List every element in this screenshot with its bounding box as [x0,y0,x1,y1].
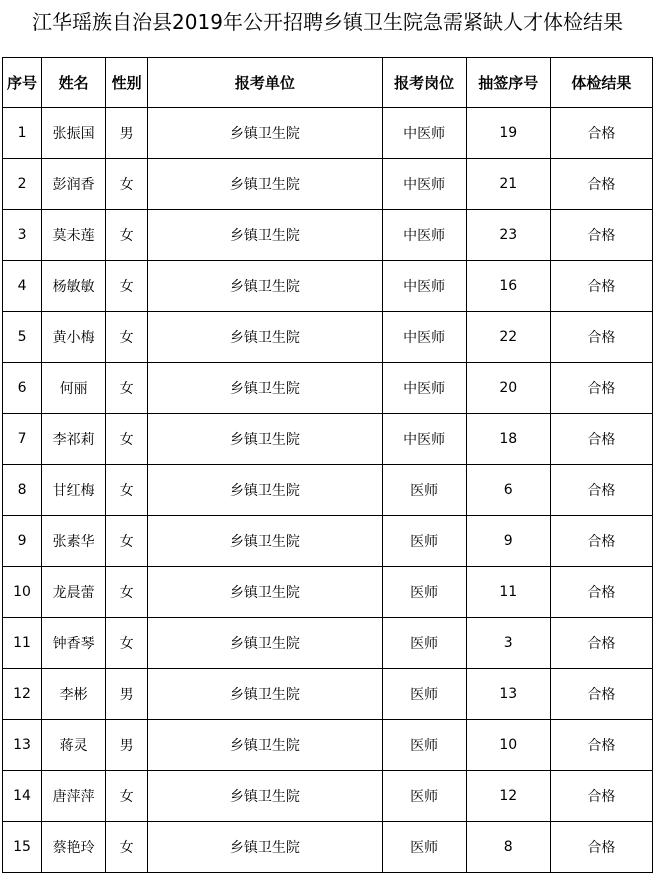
cell-draw: 9 [466,516,550,567]
cell-unit: 乡镇卫生院 [148,159,382,210]
cell-unit: 乡镇卫生院 [148,414,382,465]
cell-draw: 16 [466,261,550,312]
cell-name: 何丽 [42,363,106,414]
header-draw: 抽签序号 [466,58,550,108]
cell-result: 合格 [550,414,652,465]
cell-result: 合格 [550,210,652,261]
cell-gender: 女 [106,822,148,873]
cell-post: 中医师 [382,414,466,465]
cell-post: 中医师 [382,210,466,261]
cell-draw: 13 [466,669,550,720]
cell-seq: 6 [3,363,42,414]
cell-seq: 14 [3,771,42,822]
cell-result: 合格 [550,669,652,720]
cell-result: 合格 [550,108,652,159]
cell-draw: 11 [466,567,550,618]
cell-unit: 乡镇卫生院 [148,465,382,516]
cell-result: 合格 [550,261,652,312]
cell-gender: 女 [106,465,148,516]
cell-post: 医师 [382,771,466,822]
cell-result: 合格 [550,771,652,822]
table-row [3,516,653,567]
cell-draw: 19 [466,108,550,159]
header-seq: 序号 [3,58,42,108]
cell-unit: 乡镇卫生院 [148,108,382,159]
cell-gender: 女 [106,312,148,363]
table-row [3,363,653,414]
table-row [3,108,653,159]
cell-post: 中医师 [382,363,466,414]
cell-seq: 4 [3,261,42,312]
cell-seq: 5 [3,312,42,363]
cell-name: 蔡艳玲 [42,822,106,873]
table-row [3,261,653,312]
table-row [3,720,653,771]
cell-gender: 男 [106,108,148,159]
cell-gender: 女 [106,363,148,414]
table-row [3,618,653,669]
cell-unit: 乡镇卫生院 [148,822,382,873]
cell-post: 中医师 [382,261,466,312]
cell-result: 合格 [550,822,652,873]
cell-result: 合格 [550,465,652,516]
cell-result: 合格 [550,720,652,771]
page-title: 江华瑶族自治县2019年公开招聘乡镇卫生院急需紧缺人才体检结果 [32,10,623,34]
cell-seq: 10 [3,567,42,618]
table-row [3,465,653,516]
cell-post: 医师 [382,618,466,669]
cell-unit: 乡镇卫生院 [148,210,382,261]
cell-gender: 女 [106,567,148,618]
cell-draw: 23 [466,210,550,261]
cell-name: 张素华 [42,516,106,567]
cell-draw: 18 [466,414,550,465]
cell-name: 蒋灵 [42,720,106,771]
cell-draw: 3 [466,618,550,669]
cell-gender: 女 [106,210,148,261]
cell-unit: 乡镇卫生院 [148,669,382,720]
header-row [3,58,653,108]
cell-gender: 女 [106,516,148,567]
cell-result: 合格 [550,363,652,414]
cell-post: 医师 [382,822,466,873]
cell-result: 合格 [550,567,652,618]
cell-gender: 女 [106,414,148,465]
cell-gender: 男 [106,720,148,771]
table-body [3,108,653,873]
cell-seq: 15 [3,822,42,873]
cell-draw: 20 [466,363,550,414]
cell-result: 合格 [550,516,652,567]
cell-name: 杨敏敏 [42,261,106,312]
cell-seq: 12 [3,669,42,720]
cell-draw: 22 [466,312,550,363]
cell-name: 莫未莲 [42,210,106,261]
table-row [3,159,653,210]
cell-post: 中医师 [382,159,466,210]
cell-gender: 女 [106,618,148,669]
cell-name: 唐萍萍 [42,771,106,822]
cell-seq: 8 [3,465,42,516]
cell-unit: 乡镇卫生院 [148,516,382,567]
cell-unit: 乡镇卫生院 [148,618,382,669]
cell-draw: 12 [466,771,550,822]
cell-name: 李祁莉 [42,414,106,465]
cell-seq: 11 [3,618,42,669]
header-name: 姓名 [42,58,106,108]
table-row [3,210,653,261]
header-unit: 报考单位 [148,58,382,108]
cell-seq: 3 [3,210,42,261]
cell-seq: 2 [3,159,42,210]
cell-seq: 9 [3,516,42,567]
cell-name: 彭润香 [42,159,106,210]
cell-name: 甘红梅 [42,465,106,516]
table-row [3,822,653,873]
cell-post: 医师 [382,720,466,771]
cell-seq: 7 [3,414,42,465]
cell-post: 医师 [382,465,466,516]
cell-result: 合格 [550,312,652,363]
cell-unit: 乡镇卫生院 [148,771,382,822]
table-row [3,567,653,618]
cell-result: 合格 [550,159,652,210]
cell-gender: 男 [106,669,148,720]
header-post: 报考岗位 [382,58,466,108]
table-row [3,669,653,720]
cell-name: 李彬 [42,669,106,720]
header-result: 体检结果 [550,58,652,108]
cell-name: 龙晨蕾 [42,567,106,618]
results-table [2,57,653,873]
cell-gender: 女 [106,771,148,822]
header-gender: 性别 [106,58,148,108]
cell-post: 医师 [382,516,466,567]
cell-unit: 乡镇卫生院 [148,363,382,414]
cell-name: 黄小梅 [42,312,106,363]
cell-seq: 1 [3,108,42,159]
cell-unit: 乡镇卫生院 [148,567,382,618]
cell-post: 中医师 [382,312,466,363]
table-row [3,414,653,465]
cell-draw: 21 [466,159,550,210]
cell-unit: 乡镇卫生院 [148,720,382,771]
table-row [3,312,653,363]
cell-unit: 乡镇卫生院 [148,261,382,312]
cell-draw: 8 [466,822,550,873]
cell-unit: 乡镇卫生院 [148,312,382,363]
cell-name: 钟香琴 [42,618,106,669]
cell-draw: 6 [466,465,550,516]
cell-seq: 13 [3,720,42,771]
cell-gender: 女 [106,159,148,210]
table-header [3,58,653,108]
cell-post: 医师 [382,567,466,618]
cell-name: 张振国 [42,108,106,159]
cell-result: 合格 [550,618,652,669]
cell-post: 医师 [382,669,466,720]
cell-draw: 10 [466,720,550,771]
cell-post: 中医师 [382,108,466,159]
cell-gender: 女 [106,261,148,312]
table-row [3,771,653,822]
